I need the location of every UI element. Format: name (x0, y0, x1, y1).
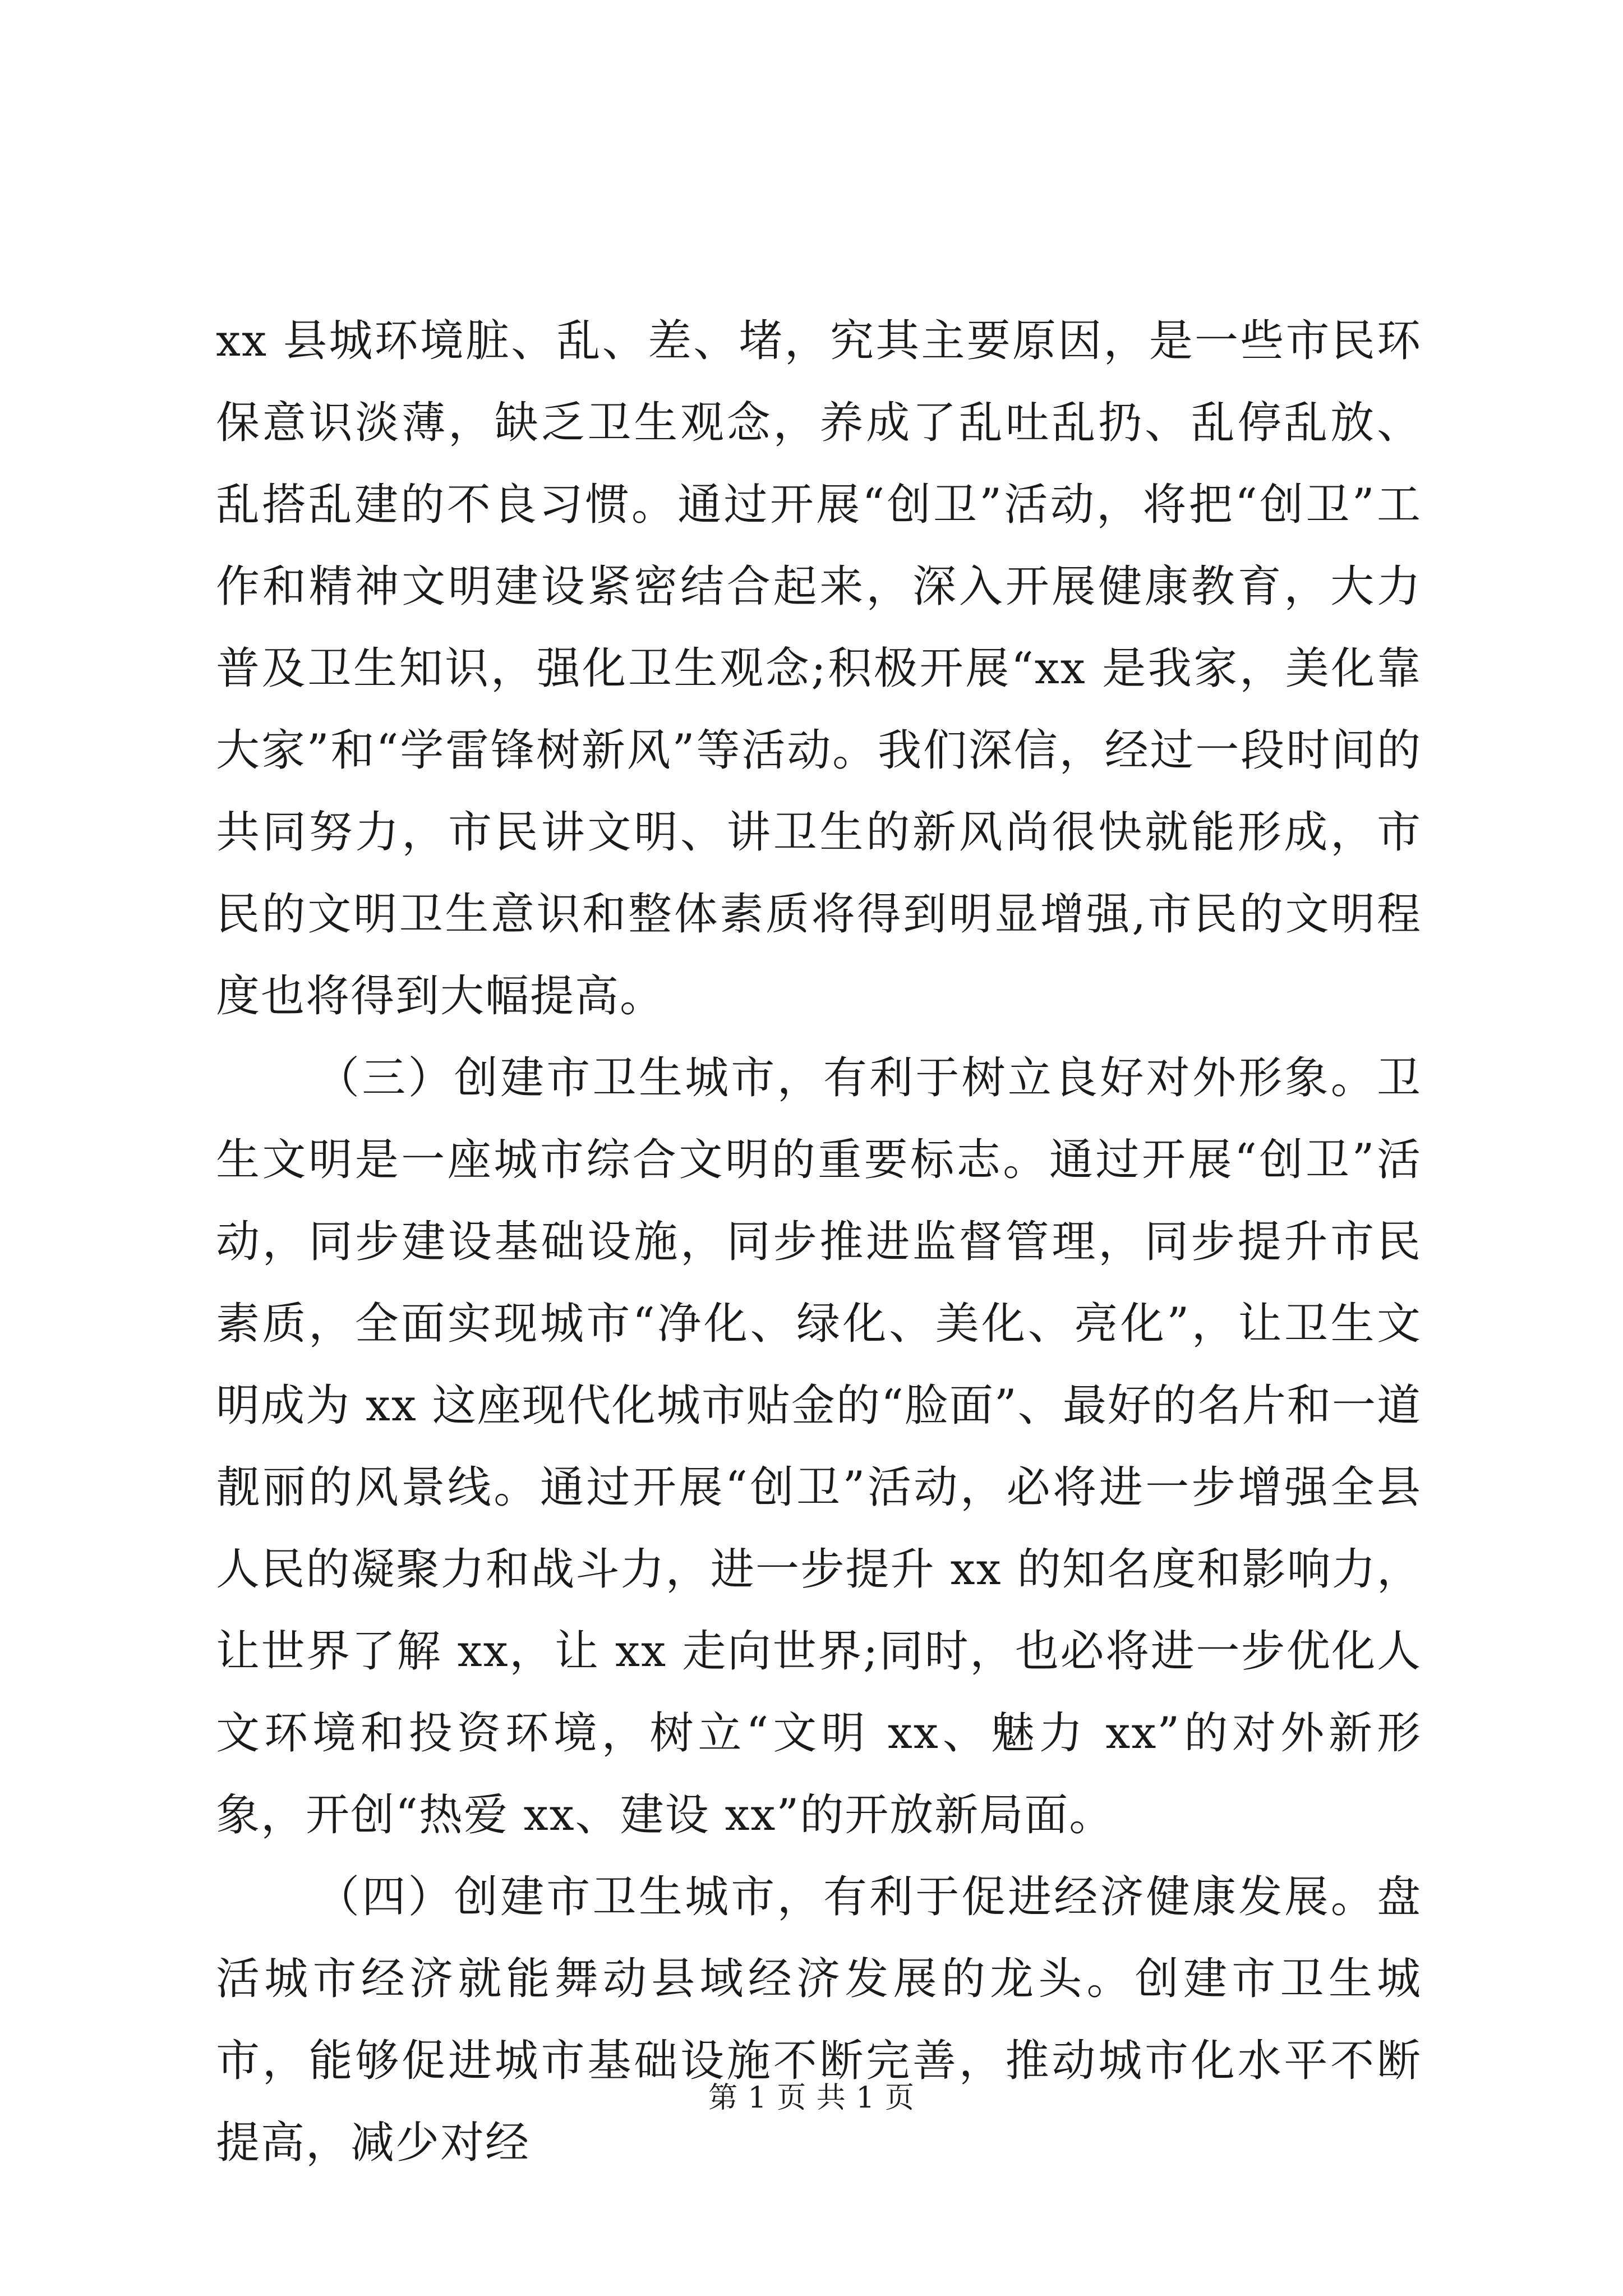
paragraph-2: （三）创建市卫生城市，有利于树立良好对外形象。卫生文明是一座城市综合文明的重要标志。通过开展“创卫”活动，同步建设基础设施，同步推进监督管理，同步提升市民素质，全面实现城市“净化、绿化、美化、亮化”，让卫生文明成为 xx 这座现代化城市贴金的“脸面”、最好的名片和一道靓丽的风景线。通过开展“创卫”活动，必将进一步增强全县人民的凝聚力和战斗力，进一步提升 xx 的知名度和影响力，让世界了解 xx，让 xx 走向世界;同时，也必将进一步优化人文环境和投资环境，树立“文明 xx、魅力 xx”的对外新形象，开创“热爱 xx、建设 xx”的开放新局面。 (216, 1053, 1422, 1841)
paragraph-3: （四）创建市卫生城市，有利于促进经济健康发展。盘活城市经济就能舞动县域经济发展的龙头。创建市卫生城市，能够促进城市基础设施不断完善，推动城市化水平不断提高，减少对经 (216, 1872, 1422, 2168)
paragraph-1: xx 县城环境脏、乱、差、堵，究其主要原因，是一些市民环保意识淡薄，缺乏卫生观念，养成了乱吐乱扔、乱停乱放、乱搭乱建的不良习惯。通过开展“创卫”活动，将把“创卫”工作和精神文明建设紧密结合起来，深入开展健康教育，大力普及卫生知识，强化卫生观念;积极开展“xx 是我家，美化靠大家”和“学雷锋树新风”等活动。我们深信，经过一段时间的共同努力，市民讲文明、讲卫生的新风尚很快就能形成，市民的文明卫生意识和整体素质将得到明显增强,市民的文明程度也将得到大幅提高。 (216, 316, 1422, 1022)
document-body (216, 300, 1422, 2184)
page-number-footer: 第 1 页 共 1 页 (708, 2081, 915, 2115)
